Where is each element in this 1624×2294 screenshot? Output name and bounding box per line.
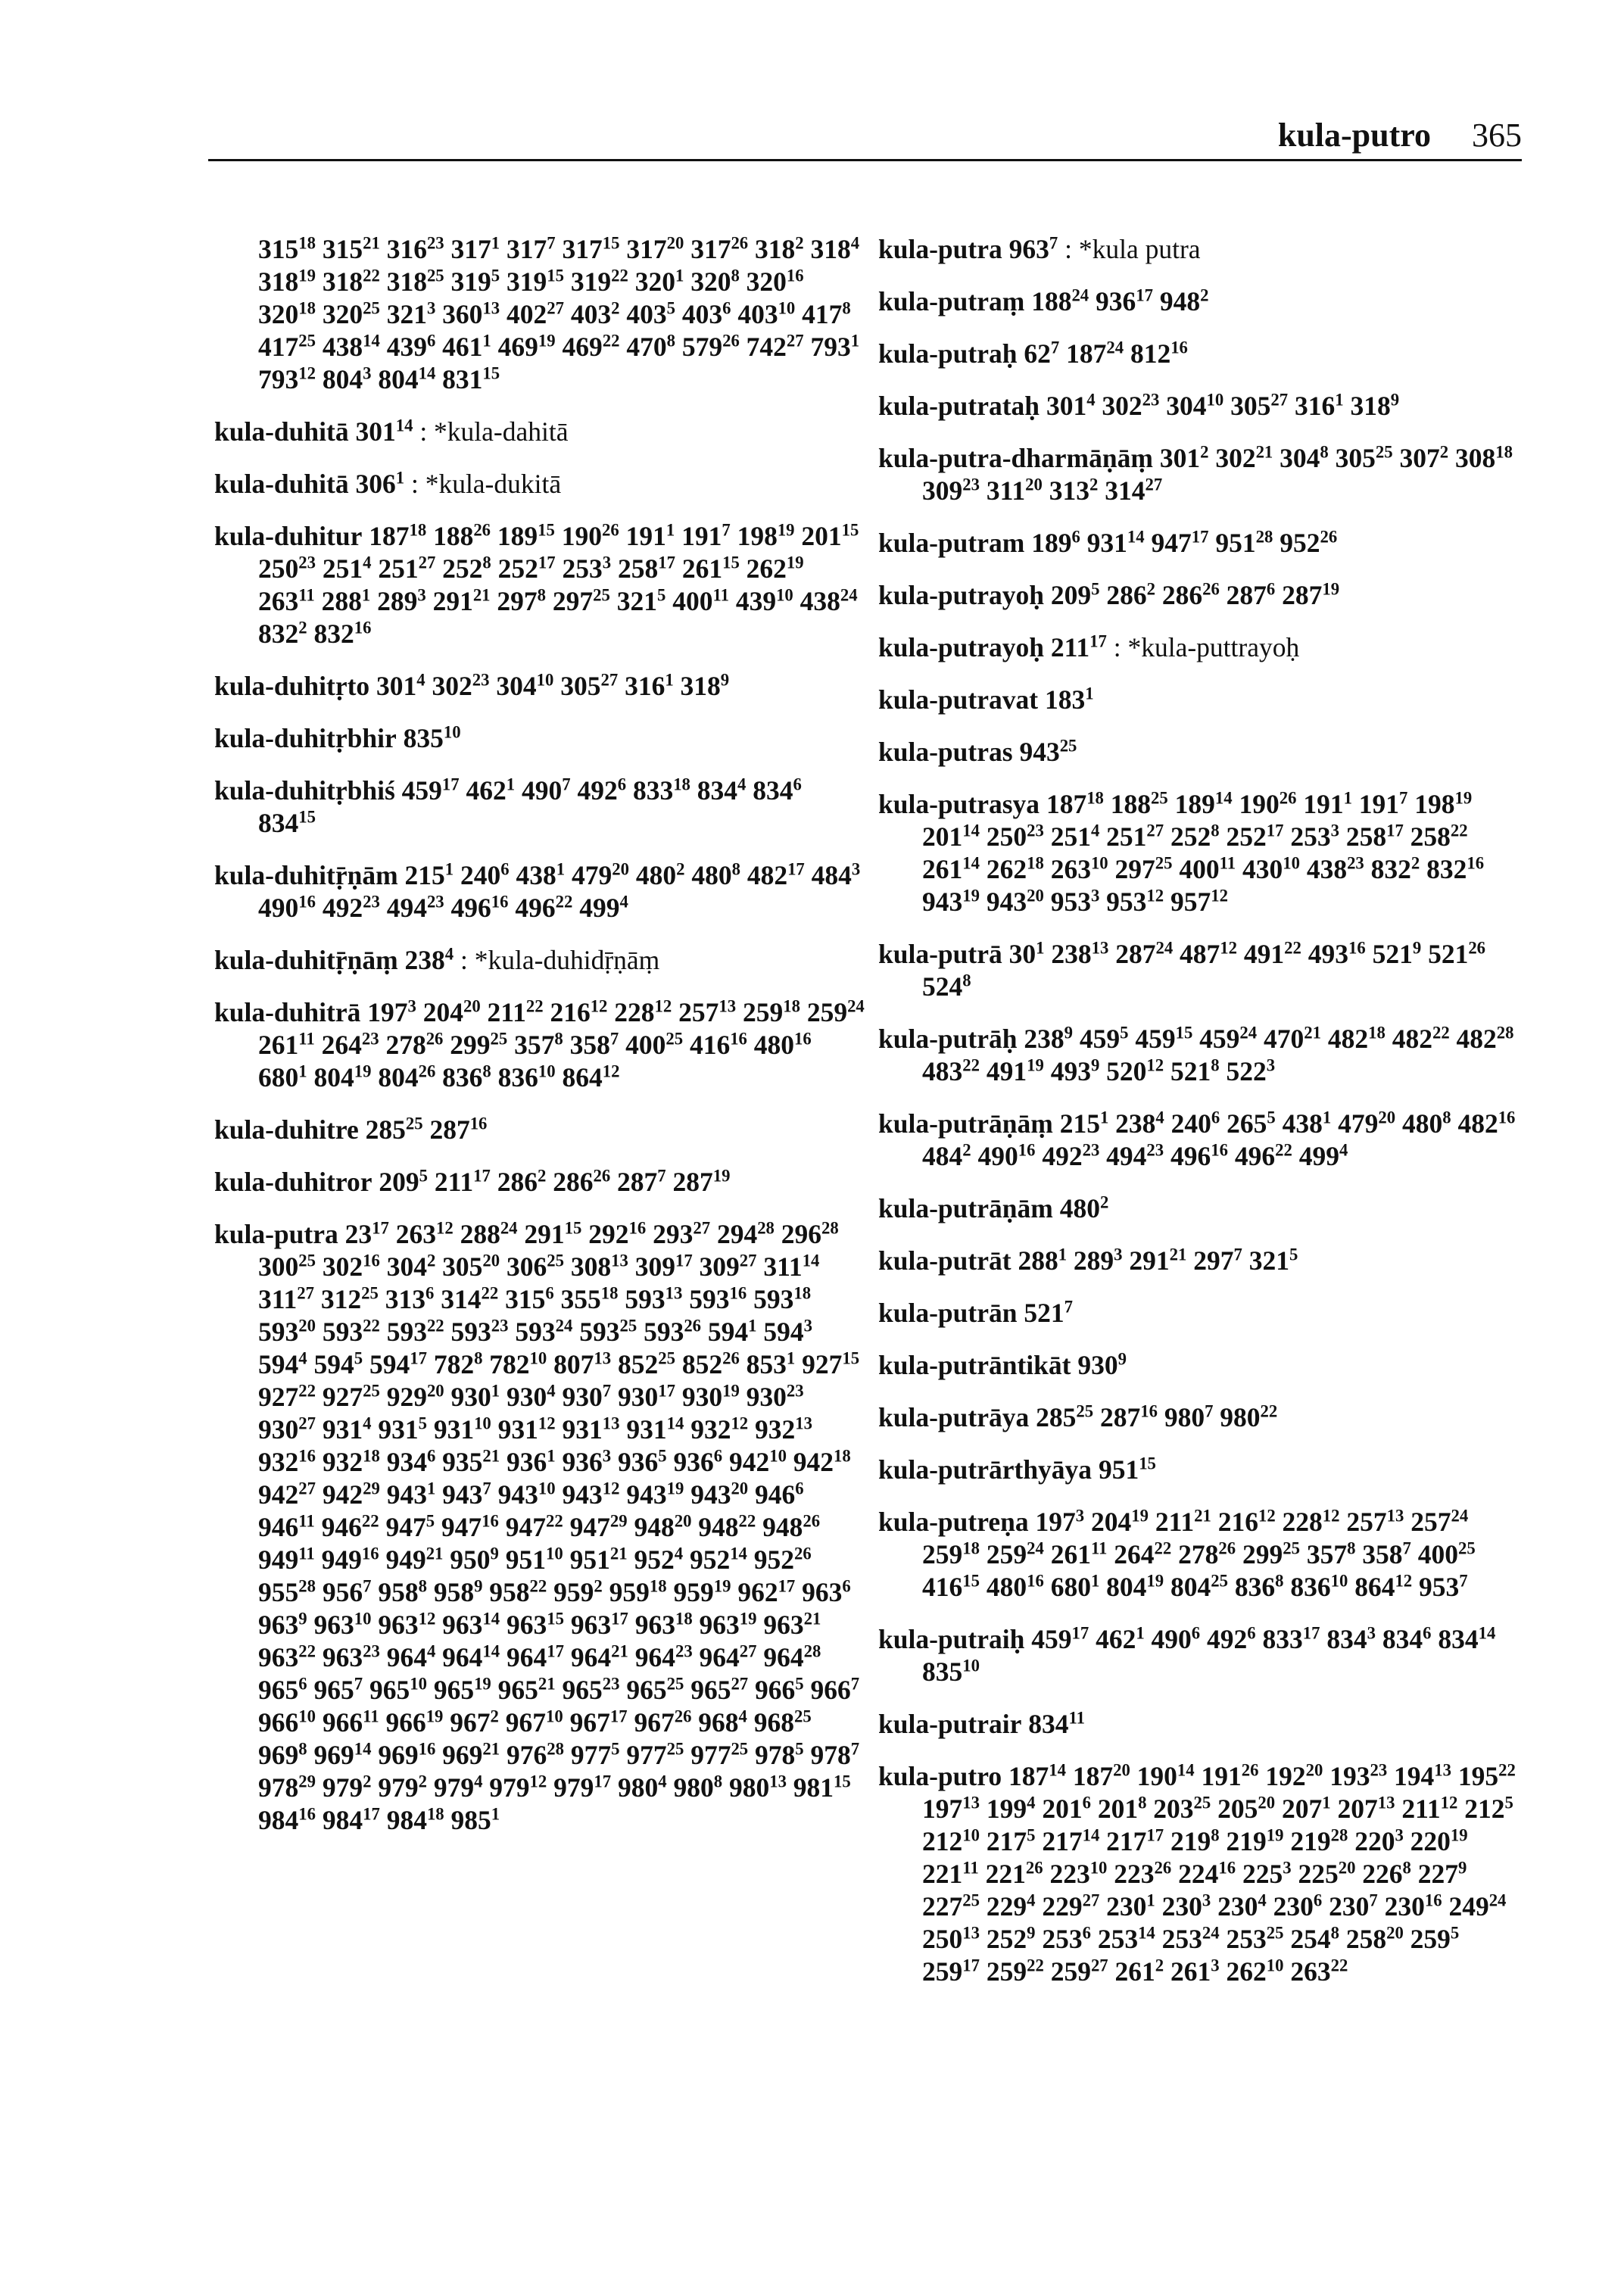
entry-headword: kula-duhitṝṇām xyxy=(214,860,398,890)
entry-headword: kula-putrāḥ xyxy=(878,1024,1018,1054)
entry-references: $459^{17}$ $462^1$ $490^7$ $492^6$ $833^{18}$ $834^4$ $834^6$ $834^{15}$ xyxy=(258,775,802,838)
entry-headword: kula-putra xyxy=(878,234,1002,264)
entry-headword: kula-duhitur xyxy=(214,521,363,551)
entry-headword: kula-putrāya xyxy=(878,1402,1030,1432)
entry-headword: kula-putrayoḥ xyxy=(878,632,1044,662)
index-entry xyxy=(214,233,865,396)
entry-references: $315^{18}$ $315^{21}$ $316^{23}$ $317^1$ $317^7$ $317^{15}$ $317^{20}$ $317^{26}$ $318^2$ $318^4$ $318^{19}$ $318^{22}$ $318^{25}$ $319^5$ $319^{15}$ $319^{22}$ $320^1$ $320^8$ $320^{16}$ $320^{18}$ $320^{25}$ $321^3$ $360^{13}$ $402^{27}$ $403^2$ $403^5$ $403^6$ $403^{10}$ $417^8$ $417^{25}$ $438^{14}$ $439^6$ $461^1$ $469^{19}$ $469^{22}$ $470^8$ $579^{26}$ $742^{27}$ $793^1$ $793^{12}$ $804^3$ $804^{14}$ $831^{15}$ xyxy=(258,233,860,394)
entry-references: $62^7$ $187^{24}$ $812^{16}$ xyxy=(1024,338,1188,369)
left-column xyxy=(214,233,865,1856)
entry-references: $943^{25}$ xyxy=(1019,736,1077,767)
index-entry xyxy=(878,579,1522,612)
index-entry xyxy=(878,788,1522,918)
entry-headword: kula-duhitror xyxy=(214,1167,372,1197)
entry-references: $209^5$ $286^2$ $286^{26}$ $287^6$ $287^{19}$ xyxy=(1050,579,1340,610)
entry-references: $215^1$ $240^6$ $438^1$ $479^{20}$ $480^2$ $480^8$ $482^{17}$ $484^3$ $490^{16}$ $492^{23}$ $494^{23}$ $496^{16}$ $496^{22}$ $499^4$ xyxy=(258,859,861,923)
entry-variant-reading: : *kula-duhidṝṇāṃ xyxy=(454,945,660,975)
entry-references: $238^9$ $459^5$ $459^{15}$ $459^{24}$ $470^{21}$ $482^{18}$ $482^{22}$ $482^{28}$ $483^{22}$ $491^{19}$ $493^9$ $520^{12}$ $521^8$ $522^3$ xyxy=(922,1023,1514,1086)
entry-references: $189^6$ $931^{14}$ $947^{17}$ $951^{28}$ $952^{26}$ xyxy=(1031,527,1338,558)
index-entry xyxy=(214,775,865,840)
index-entry xyxy=(214,520,865,650)
entry-variant-reading: : *kula-dahitā xyxy=(413,416,569,447)
entry-headword: kula-duhitṛbhir xyxy=(214,723,397,753)
index-entry xyxy=(214,1166,865,1198)
entry-references: $30^1$ $238^{13}$ $287^{24}$ $487^{12}$ $491^{22}$ $493^{16}$ $521^9$ $521^{26}$ $524^8$ xyxy=(922,938,1486,1002)
entry-headword: kula-duhitṝṇāṃ xyxy=(214,945,398,975)
index-entry xyxy=(878,631,1522,664)
entry-references: $187^{18}$ $188^{26}$ $189^{15}$ $190^{26}$ $191^1$ $191^7$ $198^{19}$ $201^{15}$ $250^{23}$ $251^4$ $251^{27}$ $252^8$ $252^{17}$ $253^3$ $258^{17}$ $261^{15}$ $262^{19}$ $263^{11}$ $288^1$ $289^3$ $291^{21}$ $297^8$ $297^{25}$ $321^5$ $400^{11}$ $439^{10}$ $438^{24}$ $832^2$ $832^{16}$ xyxy=(258,520,859,649)
entry-references: $188^{24}$ $936^{17}$ $948^2$ xyxy=(1031,285,1209,316)
entry-references: $183^1$ xyxy=(1044,684,1094,715)
index-entry xyxy=(878,338,1522,370)
entry-variant-reading: : *kula-dukitā xyxy=(404,469,562,499)
index-entry xyxy=(214,1218,865,1837)
index-entry xyxy=(878,285,1522,318)
index-entry xyxy=(878,1297,1522,1329)
entry-headword: kula-putrayoḥ xyxy=(878,580,1044,610)
index-entry xyxy=(878,1401,1522,1434)
entry-references: $285^{25}$ $287^{16}$ xyxy=(365,1114,488,1145)
entry-headword: kula-putrārthyāya xyxy=(878,1454,1093,1485)
entry-headword: kula-putraṃ xyxy=(878,286,1025,316)
entry-headword: kula-duhitā xyxy=(214,416,349,447)
entry-variant-reading: : *kula putra xyxy=(1058,234,1201,264)
index-entry xyxy=(878,1623,1522,1688)
index-entry xyxy=(214,996,865,1094)
index-entry xyxy=(878,736,1522,768)
entry-headword: kula-putreṇa xyxy=(878,1507,1029,1537)
entry-headword: kula-putrataḥ xyxy=(878,391,1040,421)
index-entry xyxy=(214,416,865,448)
page-number: 365 xyxy=(1472,117,1522,154)
entry-references: $301^2$ $302^{21}$ $304^8$ $305^{25}$ $307^2$ $308^{18}$ $309^{23}$ $311^{20}$ $313^2$ $314^{27}$ xyxy=(922,442,1513,506)
entry-references: $197^3$ $204^{19}$ $211^{21}$ $216^{12}$ $228^{12}$ $257^{13}$ $257^{24}$ $259^{18}$ $259^{24}$ $261^{11}$ $264^{22}$ $278^{26}$ $299^{25}$ $357^8$ $358^7$ $400^{25}$ $416^{15}$ $480^{16}$ $680^1$ $804^{19}$ $804^{25}$ $836^8$ $836^{10}$ $864^{12}$ $953^7$ xyxy=(922,1506,1476,1602)
entry-references: $459^{17}$ $462^1$ $490^6$ $492^6$ $833^{17}$ $834^3$ $834^6$ $834^{14}$ $835^{10}$ xyxy=(922,1623,1496,1687)
entry-headword: kula-putrasya xyxy=(878,789,1040,819)
index-entry xyxy=(878,1023,1522,1088)
entry-references: $306^1$ xyxy=(355,468,405,499)
entry-references: $835^{10}$ xyxy=(403,722,461,753)
entry-references: $963^7$ xyxy=(1008,233,1058,264)
entry-headword: kula-duhitā xyxy=(214,469,349,499)
index-entry xyxy=(214,859,865,924)
entry-headword: kula-putrāṇām xyxy=(878,1193,1053,1223)
right-column xyxy=(878,233,1522,2008)
index-entry xyxy=(214,944,865,977)
entry-headword: kula-duhitrā xyxy=(214,997,361,1027)
entry-references: $215^1$ $238^4$ $240^6$ $265^5$ $438^1$ $479^{20}$ $480^8$ $482^{16}$ $484^2$ $490^{16}$ $492^{23}$ $494^{23}$ $496^{16}$ $496^{22}$ $499^4$ xyxy=(922,1108,1516,1171)
index-entry xyxy=(878,1192,1522,1225)
index-entry xyxy=(214,722,865,755)
entry-variant-reading: : *kula-puttrayoḥ xyxy=(1106,632,1300,662)
index-entry xyxy=(878,1108,1522,1173)
index-entry xyxy=(878,1506,1522,1604)
entry-references: $209^5$ $211^{17}$ $286^2$ $286^{26}$ $287^7$ $287^{19}$ xyxy=(379,1166,731,1197)
index-entry xyxy=(878,938,1522,1003)
entry-references: $285^{25}$ $287^{16}$ $980^7$ $980^{22}$ xyxy=(1036,1401,1278,1432)
entry-references: $951^{15}$ xyxy=(1098,1454,1156,1485)
entry-headword: kula-putra xyxy=(214,1219,338,1249)
index-entry xyxy=(214,1114,865,1146)
entry-references: $521^7$ xyxy=(1024,1297,1073,1328)
entry-headword: kula-putrāntikāt xyxy=(878,1350,1071,1380)
index-entry xyxy=(878,1454,1522,1486)
entry-headword: kula-putrā xyxy=(878,939,1002,969)
running-head-word: kula-putro xyxy=(1277,117,1431,154)
entry-headword: kula-putras xyxy=(878,737,1013,767)
entry-headword: kula-putra-dharmāṇāṃ xyxy=(878,443,1153,473)
entry-references: $301^4$ $302^{23}$ $304^{10}$ $305^{27}$ $316^1$ $318^9$ xyxy=(376,670,730,701)
index-entry xyxy=(878,1708,1522,1741)
entry-references: $187^{14}$ $187^{20}$ $190^{14}$ $191^{26}$ $192^{20}$ $193^{23}$ $194^{13}$ $195^{22}$ $197^{13}$ $199^4$ $201^6$ $201^8$ $203^{25}$ $205^{20}$ $207^1$ $207^{13}$ $211^{12}$ $212^5$ $212^{10}$ $217^5$ $217^{14}$ $217^{17}$ $219^8$ $219^{19}$ $219^{28}$ $220^3$ $220^{19}$ $221^{11}$ $221^{26}$ $223^{10}$ $223^{26}$ $224^{16}$ $225^3$ $225^{20}$ $226^8$ $227^9$ $227^{25}$ $229^4$ $229^{27}$ $230^1$ $230^3$ $230^4$ $230^6$ $230^7$ $230^{16}$ $249^{24}$ $250^{13}$ $252^9$ $253^6$ $253^{14}$ $253^{24}$ $253^{25}$ $254^8$ $258^{20}$ $259^5$ $259^{17}$ $259^{22}$ $259^{27}$ $261^2$ $261^3$ $262^{10}$ $263^{22}$ xyxy=(922,1760,1516,1987)
entry-references: $197^3$ $204^{20}$ $211^{22}$ $216^{12}$ $228^{12}$ $257^{13}$ $259^{18}$ $259^{24}$ $261^{11}$ $264^{23}$ $278^{26}$ $299^{25}$ $357^8$ $358^7$ $400^{25}$ $416^{16}$ $480^{16}$ $680^1$ $804^{19}$ $804^{26}$ $836^8$ $836^{10}$ $864^{12}$ xyxy=(258,996,865,1092)
entry-references: $301^4$ $302^{23}$ $304^{10}$ $305^{27}$ $316^1$ $318^9$ xyxy=(1046,390,1400,421)
index-entry xyxy=(878,233,1522,266)
entry-headword: kula-putro xyxy=(878,1761,1002,1791)
index-entry xyxy=(214,468,865,500)
index-entry xyxy=(878,390,1522,422)
entry-headword: kula-duhitṛbhiś xyxy=(214,775,395,806)
entry-headword: kula-duhitre xyxy=(214,1114,359,1145)
index-entry xyxy=(878,1245,1522,1277)
entry-headword: kula-putravat xyxy=(878,684,1039,715)
entry-references: $288^1$ $289^3$ $291^{21}$ $297^7$ $321^5$ xyxy=(1018,1245,1298,1276)
index-entry xyxy=(878,1349,1522,1382)
entry-references: $301^{14}$ xyxy=(355,416,413,447)
entry-headword: kula-putrān xyxy=(878,1298,1018,1328)
entry-headword: kula-putrair xyxy=(878,1709,1022,1739)
entry-headword: kula-putram xyxy=(878,528,1025,558)
entry-headword: kula-putrāṇāṃ xyxy=(878,1108,1053,1139)
entry-headword: kula-duhitṛto xyxy=(214,671,370,701)
entry-references: $187^{18}$ $188^{25}$ $189^{14}$ $190^{26}$ $191^1$ $191^7$ $198^{19}$ $201^{14}$ $250^{23}$ $251^4$ $251^{27}$ $252^8$ $252^{17}$ $253^3$ $258^{17}$ $258^{22}$ $261^{14}$ $262^{18}$ $263^{10}$ $297^{25}$ $400^{11}$ $430^{10}$ $438^{23}$ $832^2$ $832^{16}$ $943^{19}$ $943^{20}$ $953^3$ $953^{12}$ $957^{12}$ xyxy=(922,788,1485,917)
entry-headword: kula-putrāt xyxy=(878,1245,1011,1276)
index-entry xyxy=(878,1760,1522,1988)
entry-references: $238^4$ xyxy=(404,944,454,975)
index-entry xyxy=(878,527,1522,559)
index-entry xyxy=(214,670,865,703)
running-header xyxy=(208,114,1522,161)
entry-references: $23^{17}$ $263^{12}$ $288^{24}$ $291^{15}$ $292^{16}$ $293^{27}$ $294^{28}$ $296^{28}$ $300^{25}$ $302^{16}$ $304^2$ $305^{20}$ $306^{25}$ $308^{13}$ $309^{17}$ $309^{27}$ $311^{14}$ $311^{27}$ $312^{25}$ $313^6$ $314^{22}$ $315^6$ $355^{18}$ $593^{13}$ $593^{16}$ $593^{18}$ $593^{20}$ $593^{22}$ $593^{22}$ $593^{23}$ $593^{24}$ $593^{25}$ $593^{26}$ $594^1$ $594^3$ $594^4$ $594^5$ $594^{17}$ $782^8$ $782^{10}$ $807^{13}$ $852^{25}$ $852^{26}$ $853^1$ $927^{15}$ $927^{22}$ $927^{25}$ $929^{20}$ $930^1$ $930^4$ $930^7$ $930^{17}$ $930^{19}$ $930^{23}$ $930^{27}$ $931^4$ $931^5$ $931^{10}$ $931^{12}$ $931^{13}$ $931^{14}$ $932^{12}$ $932^{13}$ $932^{16}$ $932^{18}$ $934^6$ $935^{21}$ $936^1$ $936^3$ $936^5$ $936^6$ $942^{10}$ $942^{18}$ $942^{27}$ $942^{29}$ $943^1$ $943^7$ $943^{10}$ $943^{12}$ $943^{19}$ $943^{20}$ $946^6$ $946^{11}$ $946^{22}$ $947^5$ $947^{16}$ $947^{22}$ $947^{29}$ $948^{20}$ $948^{22}$ $948^{26}$ $949^{11}$ $949^{16}$ $949^{21}$ $950^9$ $951^{10}$ $951^{21}$ $952^4$ $952^{14}$ $952^{26}$ $955^{28}$ $956^7$ $958^8$ $958^9$ $958^{22}$ $959^2$ $959^{18}$ $959^{19}$ $962^{17}$ $963^6$ $963^9$ $963^{10}$ $963^{12}$ $963^{14}$ $963^{15}$ $963^{17}$ $963^{18}$ $963^{19}$ $963^{21}$ $963^{22}$ $963^{23}$ $964^4$ $964^{14}$ $964^{17}$ $964^{21}$ $964^{23}$ $964^{27}$ $964^{28}$ $965^6$ $965^7$ $965^{10}$ $965^{19}$ $965^{21}$ $965^{23}$ $965^{25}$ $965^{27}$ $966^5$ $966^7$ $966^{10}$ $966^{11}$ $966^{19}$ $967^2$ $967^{10}$ $967^{17}$ $967^{26}$ $968^4$ $968^{25}$ $969^8$ $969^{14}$ $969^{16}$ $969^{21}$ $976^{28}$ $977^5$ $977^{25}$ $977^{25}$ $978^5$ $978^7$ $978^{29}$ $979^2$ $979^2$ $979^4$ $979^{12}$ $979^{17}$ $980^4$ $980^8$ $980^{13}$ $981^{15}$ $984^{16}$ $984^{17}$ $984^{18}$ $985^1$ xyxy=(258,1218,860,1835)
entry-references: $930^9$ xyxy=(1077,1349,1127,1380)
entry-headword: kula-putraḥ xyxy=(878,338,1018,369)
entry-references: $211^{17}$ xyxy=(1050,631,1107,662)
entry-references: $834^{11}$ xyxy=(1028,1708,1085,1739)
entry-headword: kula-putraiḥ xyxy=(878,1624,1025,1654)
index-entry xyxy=(878,684,1522,716)
index-entry xyxy=(878,442,1522,507)
entry-references: $480^2$ xyxy=(1059,1192,1109,1223)
